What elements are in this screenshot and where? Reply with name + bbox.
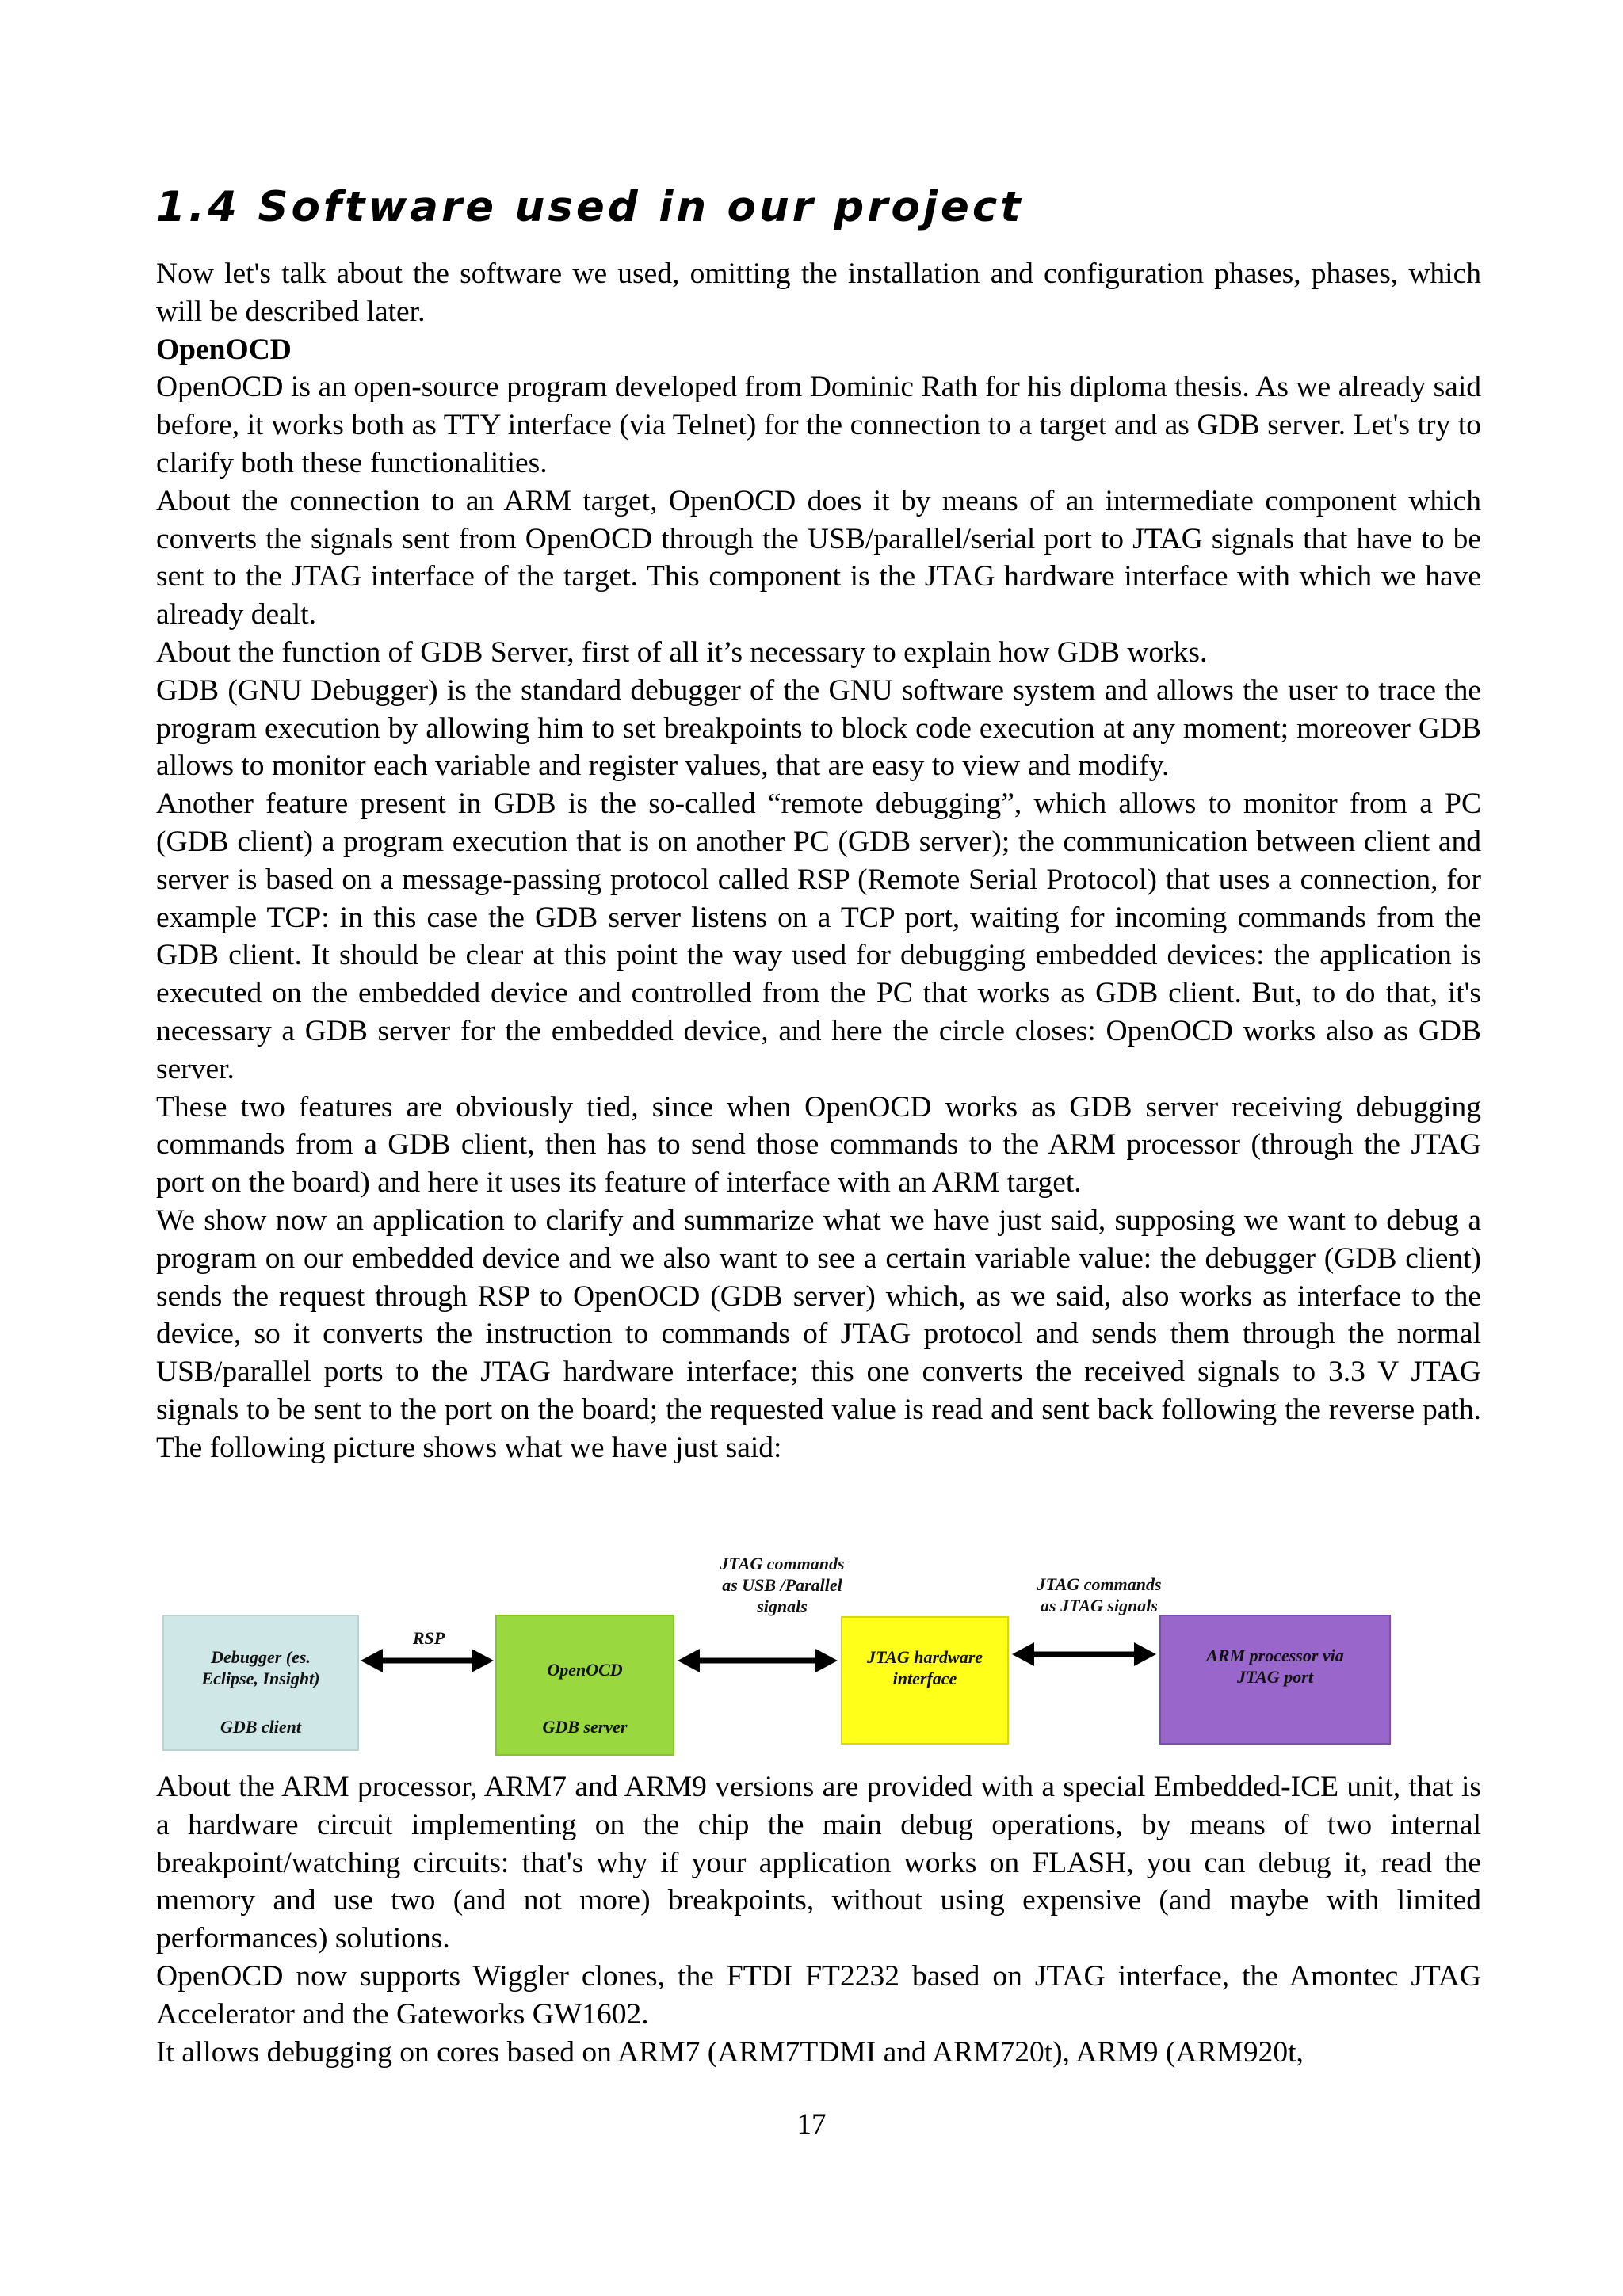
arm-label-line2: JTAG port	[1237, 1667, 1313, 1687]
paragraph-remote-debugging: Another feature present in GDB is the so-called “remote debugging”, which allows to monitor from a PC (GDB client) a program execution that is on another PC (GDB server); the communication between client and server is based on a message-passing protocol called RSP (Remote Serial Protocol) that uses a connection, for example TCP: in this case the GDB server listens on a TCP port, waiting for incoming commands from the GDB client. It should be clear at this point the way used for debugging embedded devices: the application is executed on the embedded device and controlled from the PC that works as GDB client. But, to do that, it's necessary a GDB server for the embedded device, and here the circle closes: OpenOCD works also as GDB server.	[156, 788, 1481, 1085]
jtag-caption-line2: as JTAG signals	[1041, 1596, 1158, 1615]
body-text-after-figure	[156, 1768, 1481, 2071]
arrow-openocd-jtag-hardware	[678, 1649, 838, 1672]
rsp-label: RSP	[412, 1628, 445, 1648]
paragraph-application-example: We show now an application to clarify and summarize what we have just said, supposing we want to debug a program on our embedded device and we also want to see a certain variable value: the debugger (GDB client) sends the request through RSP to OpenOCD (GDB server) which, as we said, also works as interface to the device, so it converts the instruction to commands of JTAG protocol and sends them through the normal USB/parallel ports to the JTAG hardware interface; this one converts the received signals to 3.3 V JTAG signals to be sent to the port on the board; the requested value is read and sent back following the reverse path. The following picture shows what we have just said:	[156, 1203, 1481, 1464]
body-text-before-figure	[156, 255, 1481, 1467]
usb-caption-line2: as USB /Parallel	[722, 1575, 842, 1595]
paragraph-embedded-ice: About the ARM processor, ARM7 and ARM9 versions are provided with a special Embedded-ICE unit, that is a hardware circuit implementing on the chip the main debug operations, by means of two internal breakpoint/watching circuits: that's why if your application works on FLASH, you can debug it, read the memory and use two (and not more) breakpoints, without using expensive (and maybe with limited performances) solutions.	[156, 1771, 1481, 1955]
diagram-arrows	[156, 1543, 1392, 1757]
section-heading: 1.4 Software used in our project	[156, 183, 1024, 231]
debug-chain-diagram	[156, 1543, 1392, 1757]
arm-label-line1: ARM processor via	[1206, 1646, 1344, 1665]
debugger-label-line2: Eclipse, Insight)	[201, 1669, 320, 1688]
gdb-client-label: GDB client	[220, 1717, 302, 1737]
jtag-hardware-line2: interface	[892, 1669, 957, 1688]
jtag-hardware-line1: JTAG hardware	[866, 1647, 983, 1667]
subheading-openocd: OpenOCD	[156, 333, 292, 366]
usb-caption-line1: JTAG commands	[720, 1554, 845, 1573]
arrow-debugger-openocd	[361, 1649, 494, 1672]
openocd-label: OpenOCD	[547, 1660, 623, 1680]
usb-caption-line3: signals	[757, 1596, 808, 1616]
paragraph-supported-interfaces: OpenOCD now supports Wiggler clones, the FTDI FT2232 based on JTAG interface, the Amontec JTAG Accelerator and the Gateworks GW1602.	[156, 1959, 1481, 2031]
page-number: 17	[796, 2108, 827, 2141]
paragraph-openocd-intro: OpenOCD is an open-source program developed from Dominic Rath for his diploma thesis. As we already said before, it works both as TTY interface (via Telnet) for the connection to a target and as GDB server. Let's try to clarify both these functionalities.	[156, 371, 1481, 479]
jtag-caption-line1: JTAG commands	[1037, 1574, 1162, 1594]
gdb-server-label: GDB server	[542, 1717, 628, 1737]
paragraph-features-tied: These two features are obviously tied, since when OpenOCD works as GDB server receiving debugging commands from a GDB client, then has to send those commands to the ARM processor (through the JTAG port on the board) and here it uses its feature of interface with an ARM target.	[156, 1090, 1481, 1199]
paragraph-supported-cores: It allows debugging on cores based on ARM7 (ARM7TDMI and ARM720t), ARM9 (ARM920t,	[156, 2035, 1304, 2069]
arrow-jtag-hardware-arm	[1012, 1642, 1156, 1666]
paragraph-gdb-description: GDB (GNU Debugger) is the standard debugger of the GNU software system and allows the user to trace the program execution by allowing him to set breakpoints to block code execution at any moment; moreover GDB allows to monitor each variable and register values, that are easy to view and modify.	[156, 673, 1481, 783]
debugger-label-line1: Debugger (es.	[211, 1647, 311, 1667]
paragraph-intro: Now let's talk about the software we used, omitting the installation and configuration phases, phases, which will be described later.	[156, 257, 1481, 328]
paragraph-gdb-server: About the function of GDB Server, first of all it’s necessary to explain how GDB works.	[156, 635, 1208, 669]
paragraph-arm-connection: About the connection to an ARM target, OpenOCD does it by means of an intermediate component which converts the signals sent from OpenOCD through the USB/parallel/serial port to JTAG signals that have to be sent to the JTAG interface of the target. This component is the JTAG hardware interface with which we have already dealt.	[156, 484, 1481, 631]
